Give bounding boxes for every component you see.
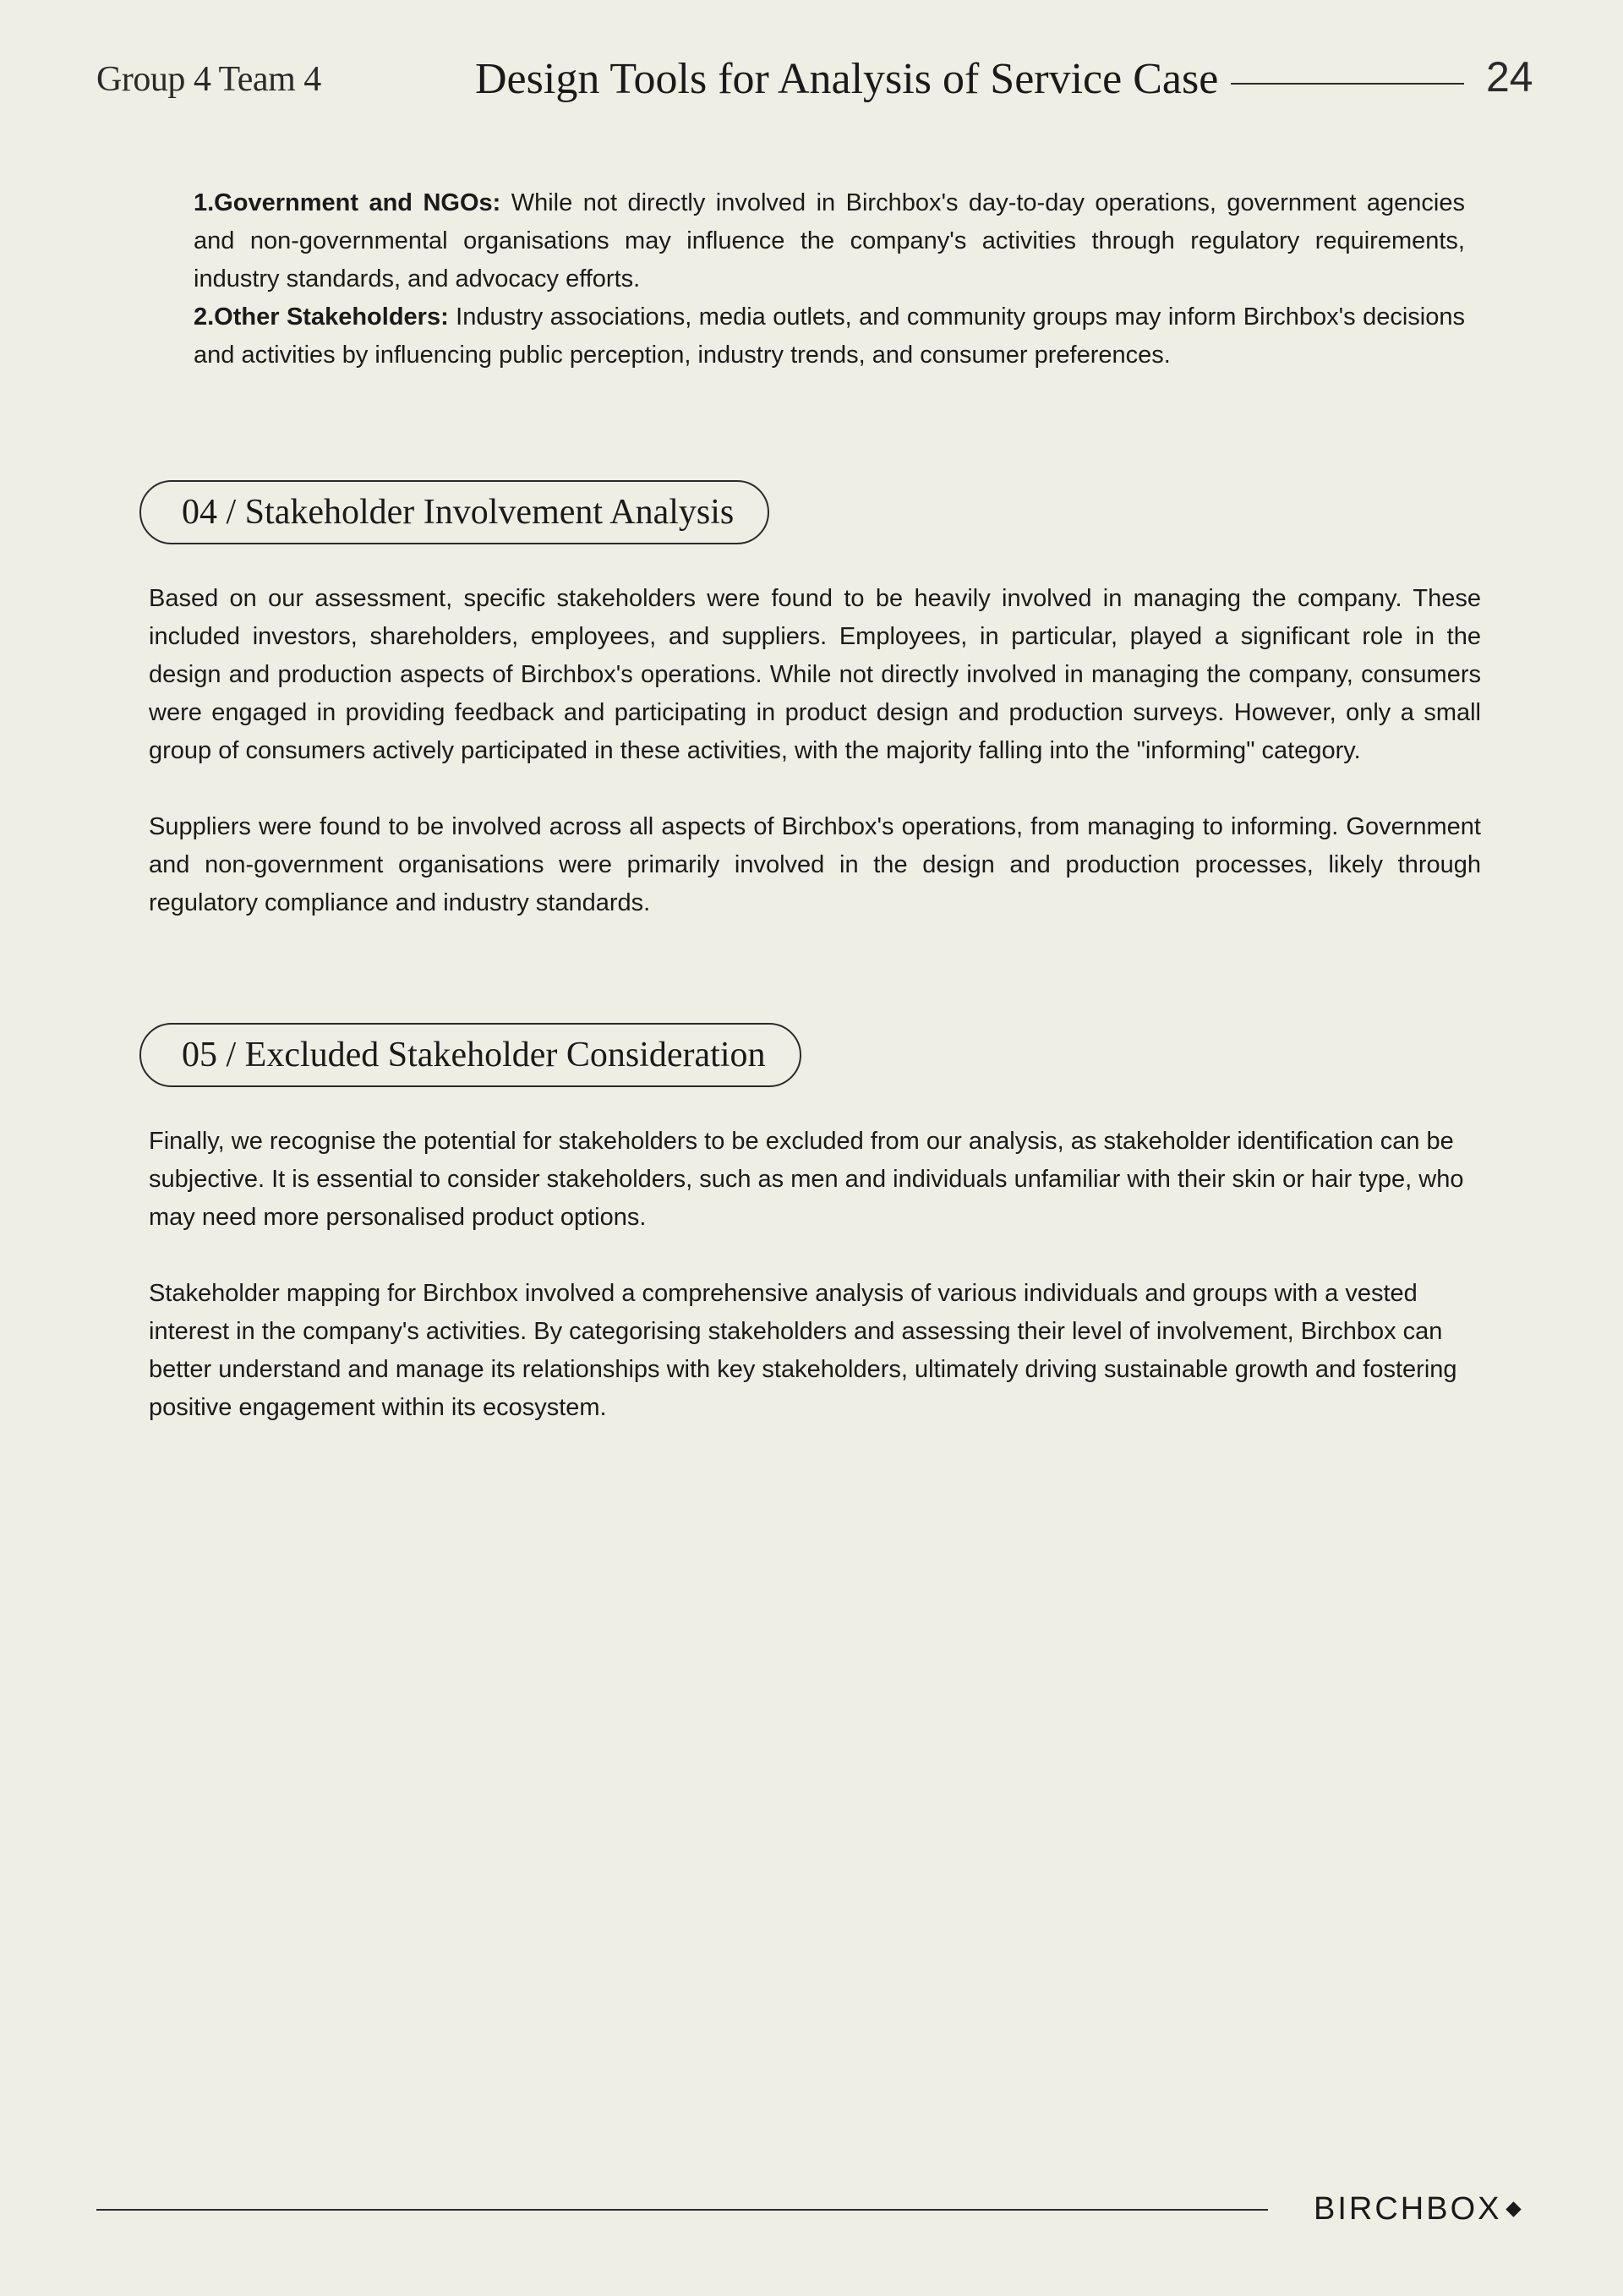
list-item-text: Industry associations, media outlets, and community groups may inform Birchbox's decisions and activities by influencing public perception, industry trends, and consumer preferences.	[194, 303, 1465, 369]
list-item-label: 1.Government and NGOs:	[194, 189, 501, 216]
list-item	[194, 298, 1465, 374]
page-number: 24	[1486, 53, 1533, 101]
diamond-icon	[1506, 2201, 1522, 2217]
paragraph: Stakeholder mapping for Birchbox involved a comprehensive analysis of various individuals and groups with a vested interest in the company's activities. By categorising stakeholders and assessing their level of involvement, Birchbox can better understand and manage its relationships with key stakeholders, ultimately driving sustainable growth and fostering positive engagement within its ecosystem.	[149, 1280, 1457, 1421]
section-body-involvement	[149, 580, 1481, 960]
paragraph: Based on our assessment, specific stakeholders were found to be heavily involved in managing the company. These included investors, shareholders, employees, and suppliers. Employees, in particular, played a significant role in the design and production aspects of Birchbox's operations. While not directly involved in managing the company, consumers were engaged in providing feedback and participating in product design and production surveys. However, only a small group of consumers actively participated in these activities, with the majority falling into the "informing" category.	[149, 585, 1481, 764]
section-heading-involvement: 04 / Stakeholder Involvement Analysis	[139, 480, 769, 544]
intro-stakeholder-list	[194, 184, 1465, 374]
footer-divider	[96, 2209, 1268, 2211]
paragraph: Suppliers were found to be involved across all aspects of Birchbox's operations, from managing to informing. Government and non-government organisations were primarily involved in the design and production processes, likely through regulatory compliance and industry standards.	[149, 813, 1481, 916]
logo-text: BIRCHBOX	[1314, 2191, 1502, 2227]
section-heading-excluded: 05 / Excluded Stakeholder Consideration	[139, 1023, 801, 1087]
list-item	[194, 184, 1465, 298]
paragraph: Finally, we recognise the potential for stakeholders to be excluded from our analysis, as stakeholder identification can be subjective. It is essential to consider stakeholders, such as men and individuals unfamiliar with their skin or hair type, who may need more personalised product options.	[149, 1128, 1464, 1231]
header-divider	[1231, 83, 1464, 85]
section-body-excluded	[149, 1123, 1481, 1465]
header-group-team: Group 4 Team 4	[96, 60, 321, 99]
page-title: Design Tools for Analysis of Service Case	[475, 55, 1219, 103]
list-item-text: While not directly involved in Birchbox's day-to-day operations, government agencies and non-governmental organisations may influence the company's activities through regulatory requirements, industry standards, and advocacy efforts.	[194, 189, 1465, 292]
list-item-label: 2.Other Stakeholders:	[194, 303, 449, 331]
birchbox-logo	[1314, 2191, 1519, 2228]
